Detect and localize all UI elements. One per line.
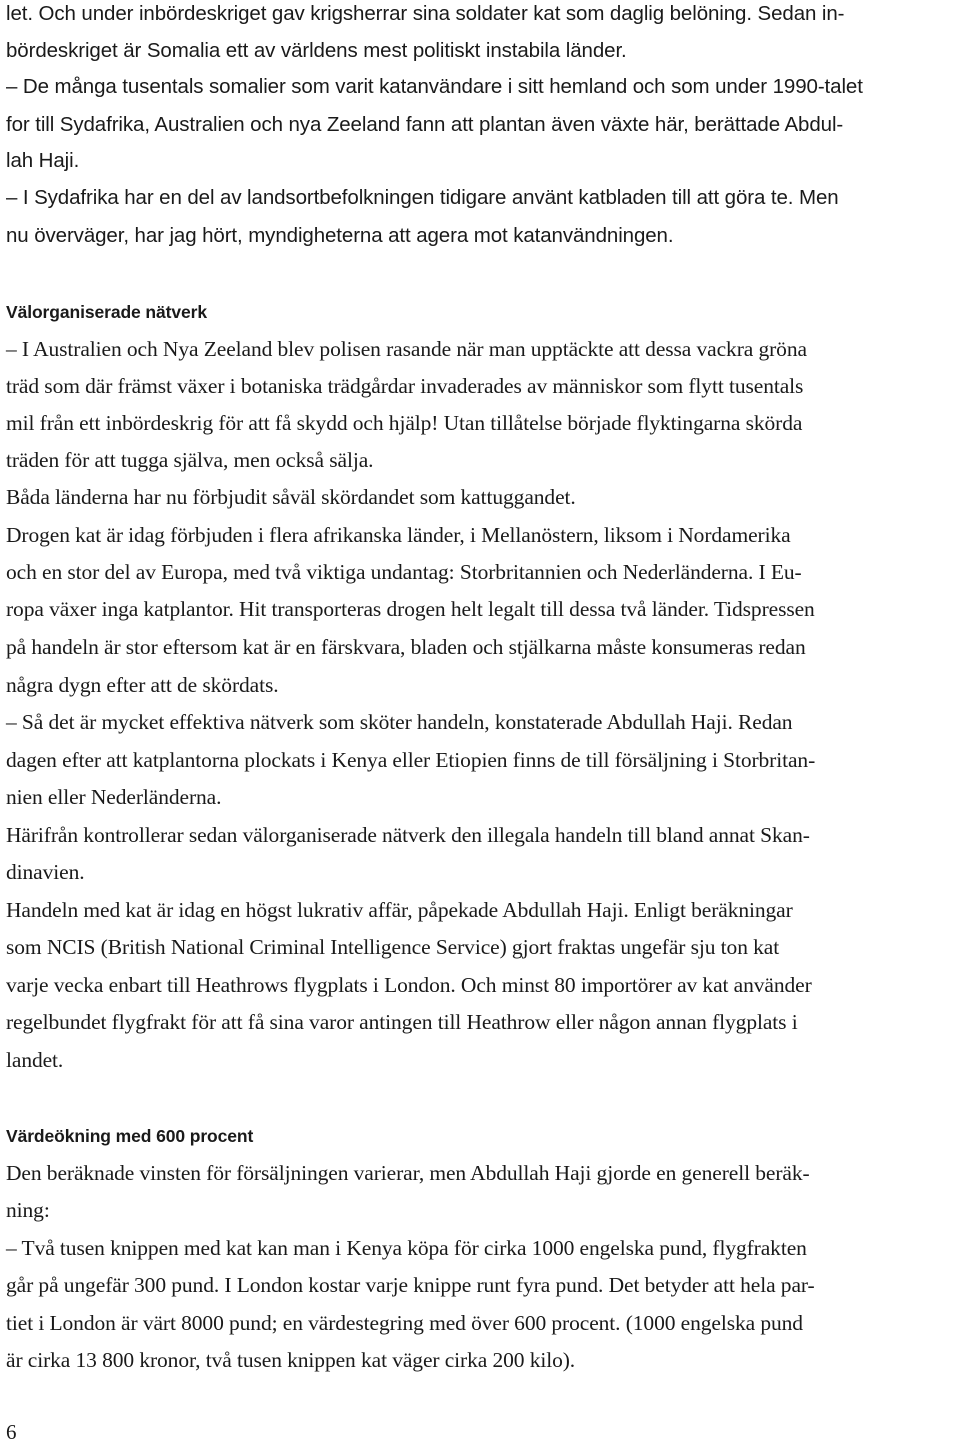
text-line: nien eller Nederländerna.	[6, 785, 222, 809]
text-line: – Så det är mycket effektiva nätverk som sköter handeln, konstaterade Abdullah Haji. Redan	[6, 710, 793, 734]
section-heading: Välorganiserade nätverk	[6, 302, 207, 322]
text-line: – De många tusentals somalier som varit katanvändare i sitt hemland och som under 1990-talet	[6, 75, 863, 98]
text-line: – Två tusen knippen med kat kan man i Kenya köpa för cirka 1000 engelska pund, flygfrakten	[6, 1236, 807, 1260]
text-line: nu överväger, har jag hört, myndigheterna att agera mot katanvändningen.	[6, 224, 674, 247]
text-line: lah Haji.	[6, 149, 80, 172]
text-line: är cirka 13 800 kronor, två tusen knippen kat väger cirka 200 kilo).	[6, 1348, 576, 1372]
text-line: Härifrån kontrollerar sedan välorganiserade nätverk den illegala handeln till bland annat Skan-	[6, 823, 810, 847]
text-line: for till Sydafrika, Australien och nya Zeeland fann att plantan även växte här, berättade Abdul-	[6, 113, 844, 136]
text-line: på handeln är stor eftersom kat är en färskvara, bladen och stjälkarna måste konsumeras redan	[6, 635, 806, 659]
text-line: bördeskriget är Somalia ett av världens mest politiskt instabila länder.	[6, 39, 627, 62]
text-line: träden för att tugga själva, men också sälja.	[6, 448, 374, 472]
text-line: – I Sydafrika har en del av landsortbefolkningen tidigare använt katbladen till att göra te. Men	[6, 186, 839, 209]
text-line: några dygn efter att de skördats.	[6, 673, 279, 697]
text-line: Handeln med kat är idag en högst lukrativ affär, påpekade Abdullah Haji. Enligt beräkningar	[6, 898, 793, 922]
text-line: tiet i London är värt 8000 pund; en värdestegring med över 600 procent. (1000 engelska pund	[6, 1311, 803, 1335]
text-line: mil från ett inbördeskrig för att få skydd och hjälp! Utan tillåtelse började flyktingarna skörda	[6, 411, 803, 435]
text-line: Den beräknade vinsten för försäljningen varierar, men Abdullah Haji gjorde en generell beräk-	[6, 1161, 810, 1185]
text-line: let. Och under inbördeskriget gav krigsherrar sina soldater kat som daglig belöning. Sedan in-	[6, 2, 845, 25]
text-line: – I Australien och Nya Zeeland blev polisen rasande när man upptäckte att dessa vackra gröna	[6, 337, 807, 361]
text-line: går på ungefär 300 pund. I London kostar varje knippe runt fyra pund. Det betyder att hela par-	[6, 1273, 815, 1297]
text-line: regelbundet flygfrakt för att få sina varor antingen till Heathrow eller någon annan flygplats i	[6, 1010, 798, 1034]
text-line: Drogen kat är idag förbjuden i flera afrikanska länder, i Mellanöstern, liksom i Nordamerika	[6, 523, 791, 547]
text-line: träd som där främst växer i botaniska trädgårdar invaderades av människor som flytt tusentals	[6, 374, 804, 398]
text-line: Båda länderna har nu förbjudit såväl skördandet som kattuggandet.	[6, 485, 576, 509]
text-line: ropa växer inga katplantor. Hit transporteras drogen helt legalt till dessa två länder. Tidspressen	[6, 597, 815, 621]
text-line: dinavien.	[6, 860, 85, 884]
text-line: varje vecka enbart till Heathrows flygplats i London. Och minst 80 importörer av kat använder	[6, 973, 812, 997]
text-line: och en stor del av Europa, med två viktiga undantag: Storbritannien och Nederländerna. I Eu-	[6, 560, 802, 584]
page-number: 6	[6, 1420, 17, 1444]
text-line: som NCIS (British National Criminal Intelligence Service) gjort fraktas ungefär sju ton kat	[6, 935, 780, 959]
section-heading: Värdeökning med 600 procent	[6, 1126, 254, 1146]
text-line: dagen efter att katplantorna plockats i Kenya eller Etiopien finns de till försäljning i Storbritan-	[6, 748, 816, 772]
text-line: landet.	[6, 1048, 64, 1072]
text-line: ning:	[6, 1198, 50, 1222]
